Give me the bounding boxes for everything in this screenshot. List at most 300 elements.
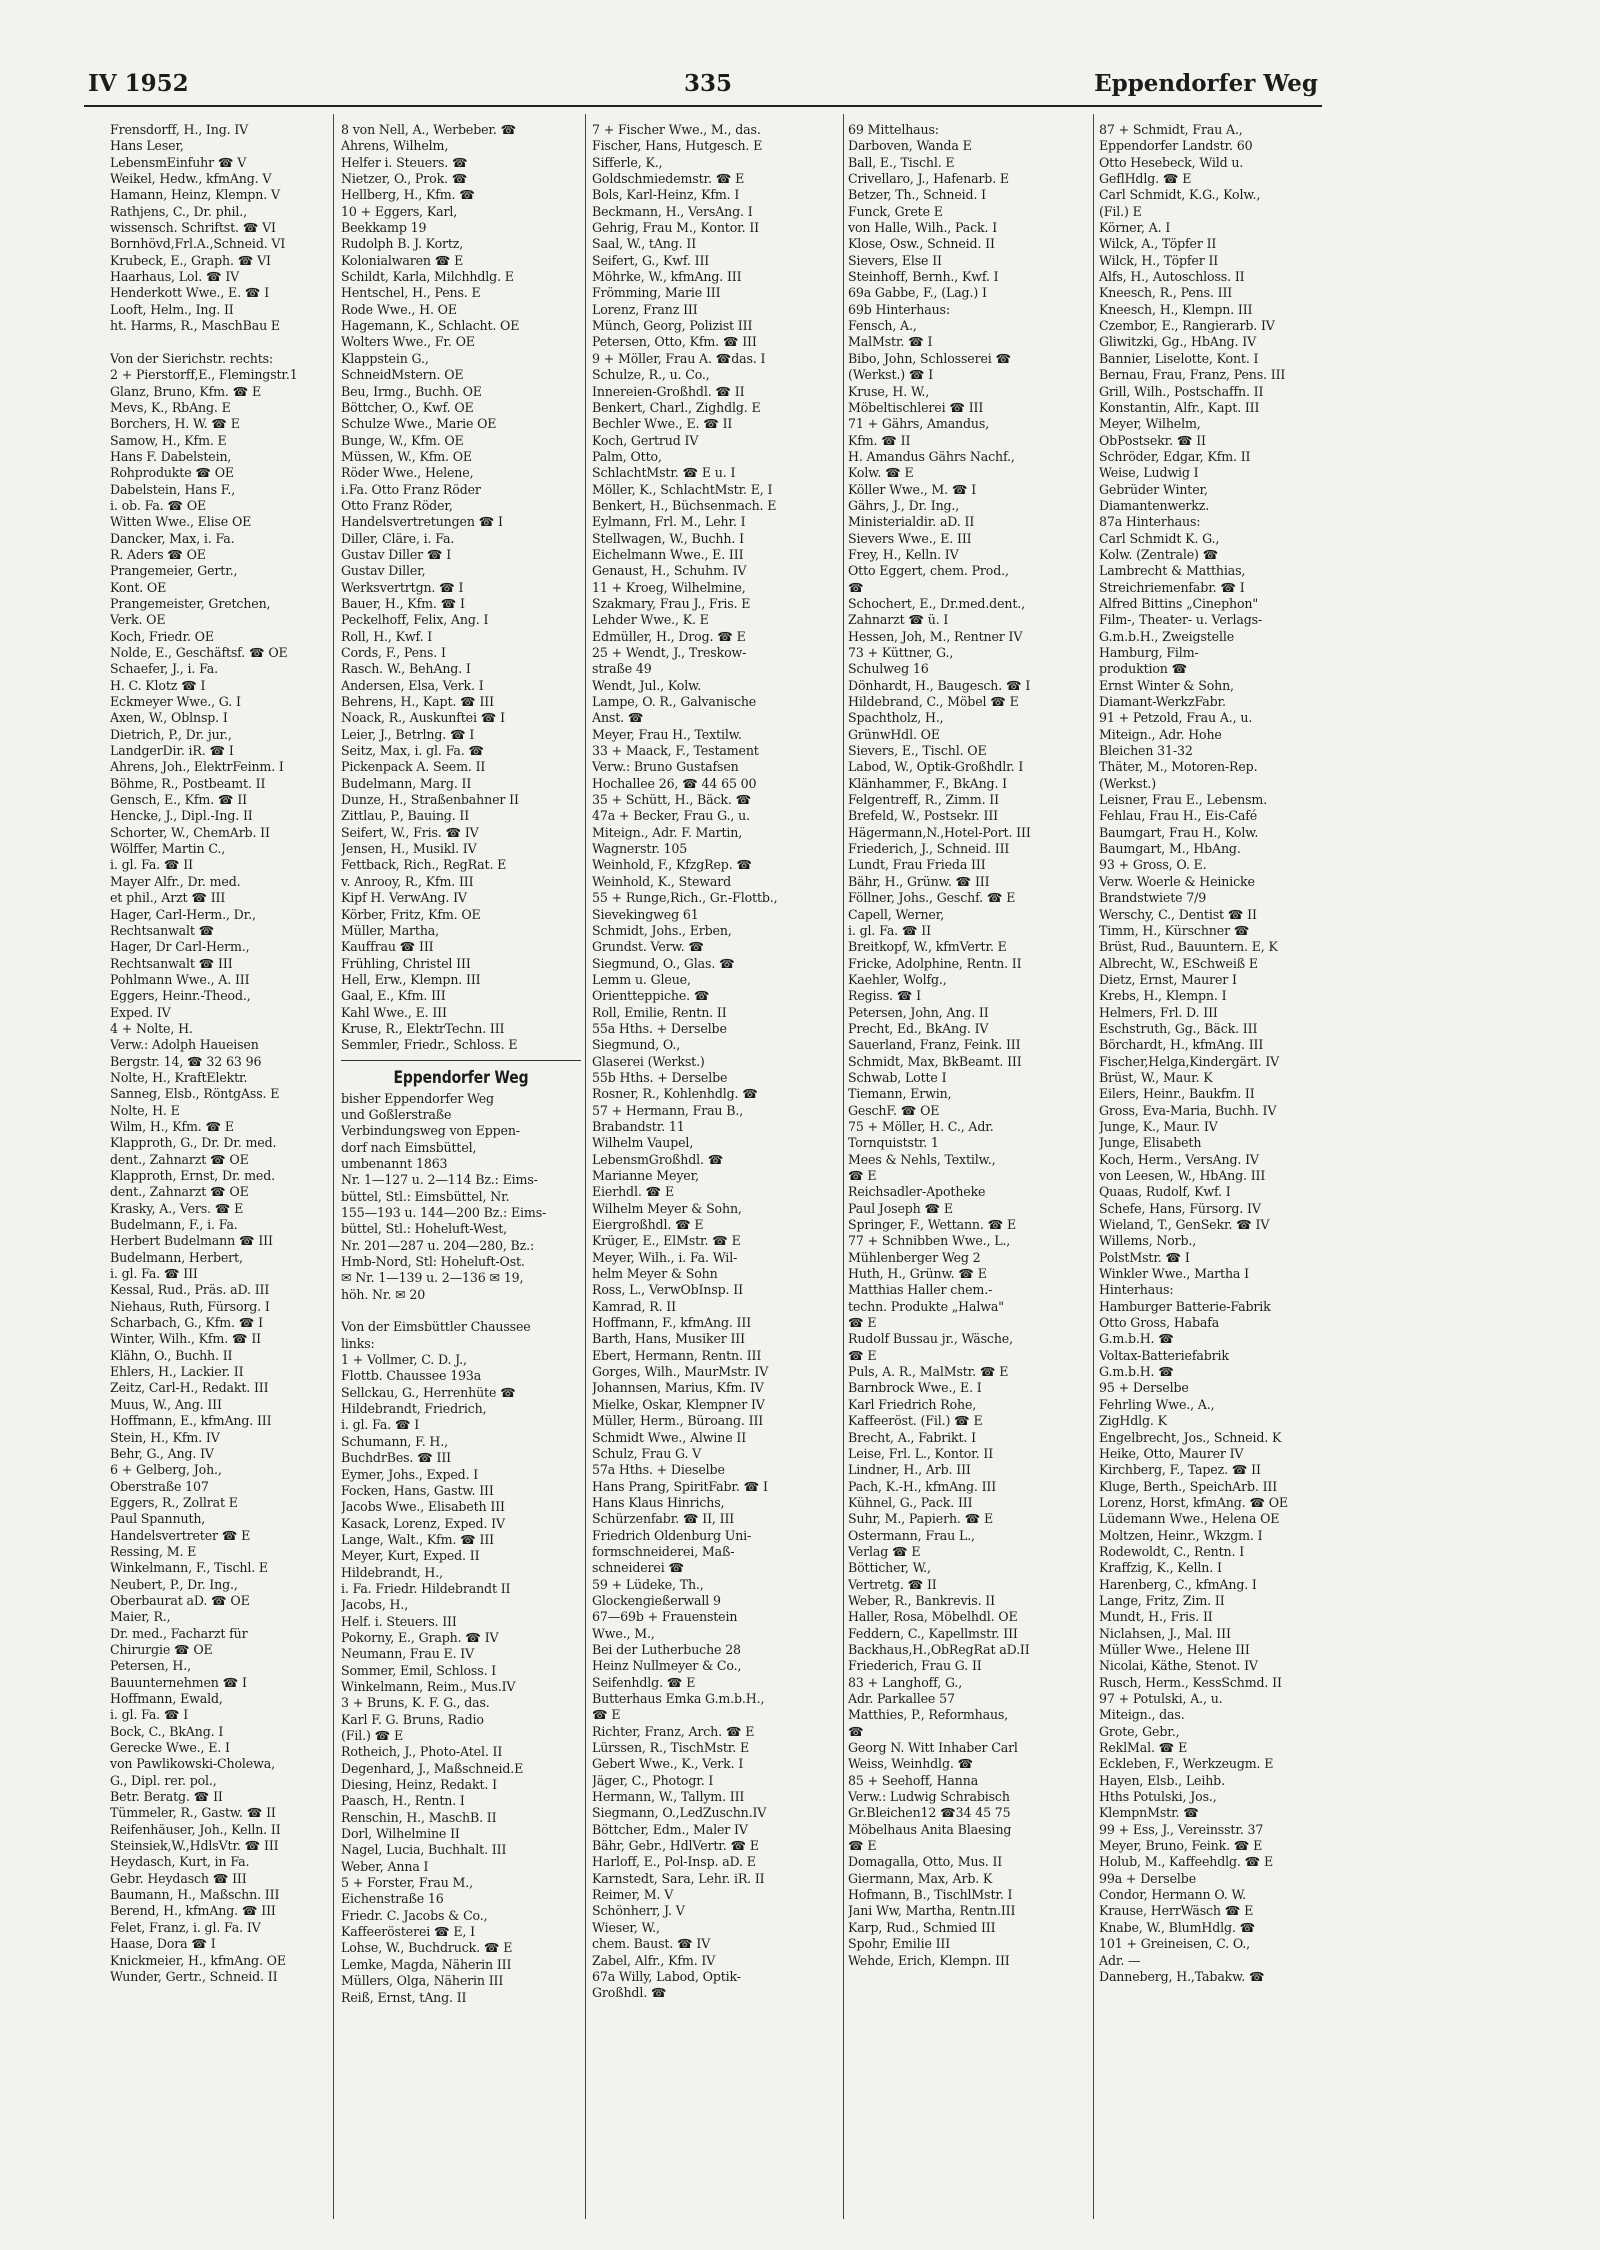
directory-entry: Ebert, Hermann, Rentn. III xyxy=(592,1347,762,1363)
directory-entry: Schorter, W., ChemArb. II xyxy=(110,824,270,840)
page-header xyxy=(84,60,1322,110)
directory-entry: Barth, Hans, Musiker III xyxy=(592,1331,745,1347)
directory-entry: von Leesen, W., HbAng. III xyxy=(1099,1168,1266,1183)
directory-entry: Kolw. (Zentrale) ☎ xyxy=(1099,546,1219,562)
directory-entry: 25 + Wendt, J., Treskow- xyxy=(592,645,747,660)
directory-entry: Klänhammer, F., BkAng. I xyxy=(848,775,1007,791)
directory-entry: Lemke, Magda, Näherin III xyxy=(341,1956,512,1972)
directory-entry: 67—69b + Frauenstein xyxy=(592,1609,738,1625)
directory-entry: ht. Harms, R., MaschBau E xyxy=(110,318,280,334)
directory-entry: i. gl. Fa. ☎ III xyxy=(110,1266,198,1282)
directory-entry: Eichenstraße 16 xyxy=(341,1891,444,1907)
directory-entry: Jacobs, H., xyxy=(341,1597,409,1613)
directory-entry: Feddern, C., Kapellmstr. III xyxy=(848,1625,1018,1641)
directory-entry: Budelmann, F., i. Fa. xyxy=(110,1217,238,1233)
directory-entry: Weise, Ludwig I xyxy=(1099,465,1199,481)
directory-entry: Budelmann, Herbert, xyxy=(110,1249,243,1265)
directory-entry: Münch, Georg, Polizist III xyxy=(592,318,753,334)
directory-entry: Bauunternehmen ☎ I xyxy=(110,1674,247,1690)
directory-entry: Ball, E., Tischl. E xyxy=(848,154,955,170)
directory-entry: Crivellaro, J., Hafenarb. E xyxy=(848,171,1009,187)
directory-entry: Behrens, H., Kapt. ☎ III xyxy=(341,694,494,710)
directory-entry: Harloff, E., Pol-Insp. aD. E xyxy=(592,1854,756,1870)
directory-entry: Kneesch, H., Klempn. III xyxy=(1099,301,1253,317)
directory-entry: Dietz, Ernst, Maurer I xyxy=(1099,971,1237,987)
header-rule xyxy=(84,105,1322,107)
directory-entry: Degenhard, J., Maßschneid.E xyxy=(341,1760,524,1776)
directory-entry: Oberbaurat aD. ☎ OE xyxy=(110,1592,250,1608)
directory-entry: Neubert, P., Dr. Ing., xyxy=(110,1576,238,1592)
directory-entry: links: xyxy=(341,1335,375,1351)
directory-entry: Capell, Werner, xyxy=(848,906,945,922)
directory-entry: Lange, Fritz, Zim. II xyxy=(1099,1592,1225,1608)
directory-entry: H. C. Klotz ☎ I xyxy=(110,677,206,693)
directory-entry: Behr, G., Ang. IV xyxy=(110,1445,214,1461)
directory-entry: Helfer i. Steuers. ☎ xyxy=(341,154,468,170)
directory-entry: Jäger, C., Photogr. I xyxy=(592,1772,714,1788)
directory-entry: Handelsvertreter ☎ E xyxy=(110,1527,251,1543)
directory-entry: produktion ☎ xyxy=(1099,661,1188,677)
directory-entry: Bols, Karl-Heinz, Kfm. I xyxy=(592,187,740,203)
directory-entry: Petersen, Otto, Kfm. ☎ III xyxy=(592,334,757,350)
directory-entry: GeflHdlg. ☎ E xyxy=(1099,171,1192,187)
directory-entry: 87 + Schmidt, Frau A., xyxy=(1099,122,1243,137)
directory-entry: Matthias Haller chem.- xyxy=(848,1282,993,1298)
directory-entry: Nicolai, Käthe, Stenot. IV xyxy=(1099,1658,1258,1674)
directory-entry: Kfm. ☎ II xyxy=(848,432,911,448)
directory-entry: Rechtsanwalt ☎ III xyxy=(110,955,233,971)
directory-entry: Semmler, Friedr., Schloss. E xyxy=(341,1037,518,1053)
directory-entry: Winter, Wilh., Kfm. ☎ II xyxy=(110,1331,261,1347)
directory-entry: Wilhelm Vaupel, xyxy=(592,1135,694,1151)
directory-entry: Gross, Eva-Maria, Buchh. IV xyxy=(1099,1102,1277,1118)
directory-entry: 9 + Möller, Frau A. ☎das. I xyxy=(592,350,766,366)
directory-entry: Müller Wwe., Helene III xyxy=(1099,1641,1250,1657)
directory-entry: 55b Hths. + Derselbe xyxy=(592,1069,728,1085)
directory-entry: Prangemeister, Gretchen, xyxy=(110,595,271,611)
directory-entry: i. Fa. Friedr. Hildebrandt II xyxy=(341,1580,511,1596)
directory-entry: 4 + Nolte, H. xyxy=(110,1020,193,1036)
directory-entry: Nietzer, O., Prok. ☎ xyxy=(341,171,468,187)
directory-entry: (Fil.) ☎ E xyxy=(341,1728,404,1743)
directory-entry: Ministerialdir. aD. II xyxy=(848,514,975,530)
directory-entry: Hildebrandt, Friedrich, xyxy=(341,1401,487,1417)
directory-entry: Knickmeier, H., kfmAng. OE xyxy=(110,1952,286,1968)
directory-entry: Schulz, Frau G. V xyxy=(592,1445,702,1461)
directory-entry: Dancker, Max, i. Fa. xyxy=(110,530,235,546)
directory-entry: Koch, Friedr. OE xyxy=(110,628,214,644)
directory-entry: Barnbrock Wwe., E. I xyxy=(848,1380,982,1396)
directory-entry: Bei der Lutherbuche 28 xyxy=(592,1641,741,1657)
directory-entry: G.m.b.H. ☎ xyxy=(1099,1364,1174,1380)
directory-entry: Hildebrandt, H., xyxy=(341,1564,443,1580)
directory-entry: Noack, R., Auskunftei ☎ I xyxy=(341,710,505,726)
directory-entry: Schmidt, Johs., Erben, xyxy=(592,922,732,938)
directory-entry: Glanz, Bruno, Kfm. ☎ E xyxy=(110,383,262,399)
directory-entry: Baumgart, M., HbAng. xyxy=(1099,841,1241,857)
directory-entry: 69 Mittelhaus: xyxy=(848,122,939,137)
directory-entry: Johannsen, Marius, Kfm. IV xyxy=(592,1380,764,1396)
directory-entry: Leise, Frl. L., Kontor. II xyxy=(848,1445,994,1461)
directory-entry: Diesing, Heinz, Redakt. I xyxy=(341,1777,497,1793)
directory-entry: Fettback, Rich., RegRat. E xyxy=(341,857,507,873)
directory-entry: et phil., Arzt ☎ III xyxy=(110,890,226,906)
street-section xyxy=(341,1060,581,2006)
directory-entry: Junge, K., Maur. IV xyxy=(1099,1118,1218,1134)
directory-entry: Klapproth, Ernst, Dr. med. xyxy=(110,1168,276,1183)
directory-entry: Carl Schmidt, K.G., Kolw., xyxy=(1099,187,1261,203)
directory-entry: Kamrad, R. II xyxy=(592,1298,676,1314)
directory-entry: Scharbach, G., Kfm. ☎ I xyxy=(110,1315,263,1331)
directory-entry: Nolde, E., Geschäftsf. ☎ OE xyxy=(110,645,288,660)
directory-entry: Chirurgie ☎ OE xyxy=(110,1641,213,1657)
directory-entry: Schmidt, Max, BkBeamt. III xyxy=(848,1053,1022,1069)
directory-entry: 59 + Lüdeke, Th., xyxy=(592,1576,704,1592)
directory-entry: Rusch, Herm., KessSchmd. II xyxy=(1099,1674,1282,1690)
directory-entry: Lorenz, Horst, kfmAng. ☎ OE xyxy=(1099,1494,1288,1510)
directory-entry: Reifenhäuser, Joh., Kelln. II xyxy=(110,1821,281,1837)
directory-entry: Rudolph B. J. Kortz, xyxy=(341,236,464,252)
directory-entry: Schwab, Lotte I xyxy=(848,1069,947,1085)
directory-entry: Sievers Wwe., E. III xyxy=(848,530,972,546)
directory-entry: i. gl. Fa. ☎ II xyxy=(110,857,193,873)
directory-entry: Meyer, Wilh., i. Fa. Wil- xyxy=(592,1249,738,1265)
directory-entry: LebensmGroßhdl. ☎ xyxy=(592,1151,724,1167)
directory-entry: Verw.: Bruno Gustafsen xyxy=(592,759,739,775)
directory-entry: 77 + Schnibben Wwe., L., xyxy=(848,1233,1011,1249)
directory-entry: Seifert, G., Kwf. III xyxy=(592,252,710,268)
directory-entry: 35 + Schütt, H., Bäck. ☎ xyxy=(592,792,752,808)
directory-entry: i.Fa. Otto Franz Röder xyxy=(341,481,481,497)
directory-entry: Knabe, W., BlumHdlg. ☎ xyxy=(1099,1919,1256,1935)
directory-entry: Kluge, Berth., SpeichArb. III xyxy=(1099,1478,1278,1494)
directory-entry: Krüger, E., ElMstr. ☎ E xyxy=(592,1233,741,1249)
directory-entry: Hofmann, B., TischlMstr. I xyxy=(848,1887,1013,1903)
directory-entry: Klapproth, G., Dr. Dr. med. xyxy=(110,1135,277,1151)
directory-entry: Looft, Helm., Ing. II xyxy=(110,301,234,317)
directory-entry: Wölffer, Martin C., xyxy=(110,841,226,857)
directory-entry: Koch, Herm., VersAng. IV xyxy=(1099,1151,1259,1167)
directory-entry: Witten Wwe., Elise OE xyxy=(110,514,252,530)
directory-entry xyxy=(341,1303,581,1319)
directory-entry: Gebert Wwe., K., Verk. I xyxy=(592,1756,744,1772)
directory-entry: Gebr. Heydasch ☎ III xyxy=(110,1870,247,1886)
directory-entry: Glaserei (Werkst.) xyxy=(592,1053,705,1069)
directory-entry: Eggers, R., Zollrat E xyxy=(110,1494,238,1510)
directory-entry: Sanneg, Elsb., RöntgAss. E xyxy=(110,1086,280,1102)
directory-entry: Kauffrau ☎ III xyxy=(341,939,434,955)
directory-entry: Film-, Theater- u. Verlags- xyxy=(1099,612,1263,628)
directory-entry: Sifferle, K., xyxy=(592,154,663,170)
directory-entry: Eilers, Heinr., Baukfm. II xyxy=(1099,1086,1255,1102)
directory-entry: Lundt, Frau Frieda III xyxy=(848,857,986,873)
directory-entry: Gaal, E., Kfm. III xyxy=(341,988,446,1004)
directory-entry: Saal, W., tAng. II xyxy=(592,236,697,252)
directory-entry: ☎ E xyxy=(848,1168,877,1183)
directory-entry: Genaust, H., Schuhm. IV xyxy=(592,563,747,579)
directory-entry: Hamburger Batterie-Fabrik xyxy=(1099,1298,1271,1314)
directory-entry: Wolters Wwe., Fr. OE xyxy=(341,334,475,350)
directory-entry: Winkelmann, F., Tischl. E xyxy=(110,1560,268,1576)
directory-entry: Rodewoldt, C., Rentn. I xyxy=(1099,1543,1245,1559)
directory-entry: Weiss, Weinhdlg. ☎ xyxy=(848,1756,974,1772)
directory-entry: Körner, A. I xyxy=(1099,220,1171,236)
directory-entry: Ross, L., VerwObInsp. II xyxy=(592,1282,743,1298)
directory-entry: Wieser, W., xyxy=(592,1919,660,1935)
directory-entry: schneiderei ☎ xyxy=(592,1560,684,1576)
header-left: IV 1952 xyxy=(88,70,189,97)
directory-entry: Klappstein G., xyxy=(341,350,429,366)
directory-entry: Suhr, M., Papierh. ☎ E xyxy=(848,1511,994,1527)
directory-entry: helm Meyer & Sohn xyxy=(592,1266,718,1282)
directory-entry: Krasky, A., Vers. ☎ E xyxy=(110,1200,244,1216)
directory-entry: Nr. 1—127 u. 2—114 Bz.: Eims- xyxy=(341,1172,538,1188)
directory-entry: Kahl Wwe., E. III xyxy=(341,1004,447,1020)
directory-entry: Jani Ww, Martha, Rentn.III xyxy=(848,1903,1016,1919)
directory-entry: Gährs, J., Dr. Ing., xyxy=(848,497,960,513)
directory-entry: Rosner, R., Kohlenhdlg. ☎ xyxy=(592,1086,758,1102)
directory-entry: Hamburg, Film- xyxy=(1099,645,1199,660)
directory-entry: Heike, Otto, Maurer IV xyxy=(1099,1445,1244,1461)
directory-entry: Fehlau, Frau H., Eis-Café xyxy=(1099,808,1258,824)
directory-entry: Baumann, H., Maßschn. III xyxy=(110,1887,280,1903)
directory-entry: Verw.: Ludwig Schrabisch xyxy=(848,1789,1010,1805)
directory-entry: 93 + Gross, O. E. xyxy=(1099,857,1207,873)
directory-entry: Adr. — xyxy=(1099,1952,1141,1968)
directory-entry: Benkert, Charl., Zighdlg. E xyxy=(592,399,761,415)
directory-entry: Baumgart, Frau H., Kolw. xyxy=(1099,824,1259,840)
directory-entry: Böttcher, Edm., Maler IV xyxy=(592,1821,748,1837)
directory-entry: 7 + Fischer Wwe., M., das. xyxy=(592,122,761,137)
directory-entry: Hermann, W., Tallym. III xyxy=(592,1789,745,1805)
directory-entry: Grundst. Verw. ☎ xyxy=(592,939,704,955)
directory-entry: Kneesch, R., Pens. III xyxy=(1099,285,1233,301)
directory-entry: bisher Eppendorfer Weg xyxy=(341,1090,494,1106)
directory-entry: Kessal, Rud., Präs. aD. III xyxy=(110,1282,270,1298)
directory-entry: Otto Gross, Habafa xyxy=(1099,1315,1220,1331)
directory-entry: Steinsiek,W.,HdlsVtr. ☎ III xyxy=(110,1838,279,1854)
directory-entry: Miteign., das. xyxy=(1099,1707,1185,1723)
directory-entry: Kont. OE xyxy=(110,579,167,595)
directory-entry: i. ob. Fa. ☎ OE xyxy=(110,497,207,513)
directory-entry: Miteign., Adr. Hohe xyxy=(1099,726,1222,742)
directory-entry: Zeitz, Carl-H., Redakt. III xyxy=(110,1380,269,1396)
directory-entry: von Pawlikowski-Cholewa, xyxy=(110,1756,275,1772)
directory-entry: Rechtsanwalt ☎ xyxy=(110,922,215,938)
directory-entry: R. Aders ☎ OE xyxy=(110,546,206,562)
directory-entry: Möller, K., SchlachtMstr. E, I xyxy=(592,481,773,497)
directory-entry: Voltax-Batteriefabrik xyxy=(1099,1347,1229,1363)
directory-entry: Helmers, Frl. D. III xyxy=(1099,1004,1218,1020)
directory-entry: 69b Hinterhaus: xyxy=(848,301,950,317)
directory-entry: Hayen, Elsb., Leihb. xyxy=(1099,1772,1225,1788)
directory-entry: Fehrling Wwe., A., xyxy=(1099,1396,1215,1412)
directory-entry: Maier, R., xyxy=(110,1609,171,1625)
directory-entry: Bock, C., BkAng. I xyxy=(110,1723,224,1739)
directory-entry: MalMstr. ☎ I xyxy=(848,334,933,350)
directory-entry: Gehrig, Frau M., Kontor. II xyxy=(592,220,759,236)
directory-entry: Palm, Otto, xyxy=(592,448,662,464)
directory-entry: BuchdrBes. ☎ III xyxy=(341,1450,452,1466)
directory-entry: chem. Baust. ☎ IV xyxy=(592,1936,711,1952)
directory-entry: Berend, H., kfmAng. ☎ III xyxy=(110,1903,276,1919)
directory-entry: Pickenpack A. Seem. II xyxy=(341,759,486,775)
directory-entry: Möbeltischlerei ☎ III xyxy=(848,399,984,415)
directory-entry: Werschy, C., Dentist ☎ II xyxy=(1099,906,1257,922)
directory-entry: Hoffmann, E., kfmAng. III xyxy=(110,1413,272,1429)
directory-entry: ObPostsekr. ☎ II xyxy=(1099,432,1206,448)
directory-entry: Beckmann, H., VersAng. I xyxy=(592,203,753,219)
directory-entry: ZigHdlg. K xyxy=(1099,1413,1167,1429)
directory-entry: (Werkst.) ☎ I xyxy=(848,367,934,383)
column-divider xyxy=(333,114,334,2219)
directory-entry: Mundt, H., Fris. II xyxy=(1099,1609,1213,1625)
directory-entry: Hamann, Heinz, Klempn. V xyxy=(110,187,280,203)
directory-entry: G., Dipl. rer. pol., xyxy=(110,1772,217,1788)
directory-entry: Friedr. C. Jacobs & Co., xyxy=(341,1907,488,1923)
directory-entry: Carl Schmidt K. G., xyxy=(1099,530,1220,546)
directory-entry: Eiergroßhdl. ☎ E xyxy=(592,1217,704,1233)
directory-entry: Leier, J., Betrlng. ☎ I xyxy=(341,726,475,742)
directory-entry: Sauerland, Franz, Feink. III xyxy=(848,1037,1021,1053)
directory-entry: Bergstr. 14, ☎ 32 63 96 xyxy=(110,1053,262,1069)
directory-entry: Felet, Franz, i. gl. Fa. IV xyxy=(110,1919,261,1935)
directory-entry: techn. Produkte „Halwa" xyxy=(848,1298,1004,1314)
directory-entry: Meyer, Kurt, Exped. II xyxy=(341,1548,480,1564)
directory-entry: Lambrecht & Matthias, xyxy=(1099,563,1246,579)
directory-entry: straße 49 xyxy=(592,661,652,677)
directory-entry: GrünwHdl. OE xyxy=(848,726,940,742)
directory-entry: Rathjens, C., Dr. phil., xyxy=(110,203,247,219)
directory-entry: Tümmeler, R., Gastw. ☎ II xyxy=(110,1805,276,1821)
directory-entry: Meyer, Wilhelm, xyxy=(1099,416,1201,432)
directory-entry: Müller, Martha, xyxy=(341,922,440,938)
column-divider xyxy=(843,114,844,2219)
directory-entry: Tornquiststr. 1 xyxy=(848,1135,939,1151)
directory-entry: Condor, Hermann O. W. xyxy=(1099,1887,1246,1903)
directory-entry: Von der Sierichstr. rechts: xyxy=(110,350,274,366)
directory-entry: Betzer, Th., Schneid. I xyxy=(848,187,986,203)
directory-entry: Dorl, Wilhelmine II xyxy=(341,1826,460,1842)
directory-entry: Benkert, H., Büchsenmach. E xyxy=(592,497,777,513)
directory-entry: Hagemann, K., Schlacht. OE xyxy=(341,318,520,334)
directory-entry: Jensen, H., Musikl. IV xyxy=(341,841,477,857)
directory-entry: Kasack, Lorenz, Exped. IV xyxy=(341,1515,505,1531)
directory-entry: ReklMal. ☎ E xyxy=(1099,1740,1188,1756)
directory-entry: Winkler Wwe., Martha I xyxy=(1099,1266,1249,1282)
directory-entry: Paasch, H., Rentn. I xyxy=(341,1793,465,1809)
directory-entry: Matthies, P., Reformhaus, xyxy=(848,1707,1009,1723)
directory-entry: H. Amandus Gährs Nachf., xyxy=(848,448,1015,464)
directory-entry: Hans Prang, SpiritFabr. ☎ I xyxy=(592,1478,768,1494)
directory-entry: Pokorny, E., Graph. ☎ IV xyxy=(341,1629,499,1645)
directory-entry: i. gl. Fa. ☎ I xyxy=(110,1707,189,1723)
directory-entry: Peckelhoff, Felix, Ang. I xyxy=(341,612,489,628)
directory-entry: Hths Potulski, Jos., xyxy=(1099,1789,1217,1805)
directory-entry: Hans Klaus Hinrichs, xyxy=(592,1494,725,1510)
directory-entry: Brefeld, W., Postsekr. III xyxy=(848,808,998,824)
directory-entry: Beekkamp 19 xyxy=(341,220,427,236)
directory-entry: Bleichen 31-32 xyxy=(1099,743,1193,759)
directory-entry: Mielke, Oskar, Klempner IV xyxy=(592,1396,765,1412)
directory-entry: Mevs, K., RbAng. E xyxy=(110,399,231,415)
directory-entry: Schröder, Edgar, Kfm. II xyxy=(1099,448,1251,464)
directory-entry: Mees & Nehls, Textilw., xyxy=(848,1151,996,1167)
directory-entry: Hencke, J., Dipl.-Ing. II xyxy=(110,808,253,824)
directory-entry: Schaefer, J., i. Fa. xyxy=(110,661,219,677)
directory-entry: Bötticher, W., xyxy=(848,1560,931,1576)
directory-entry: 3 + Bruns, K. F. G., das. xyxy=(341,1695,490,1711)
directory-entry: Müller, Herm., Büroang. III xyxy=(592,1413,764,1429)
directory-entry: Seifert, W., Fris. ☎ IV xyxy=(341,824,479,840)
directory-entry: Bähr, Gebr., HdlVertr. ☎ E xyxy=(592,1838,759,1854)
directory-entry: Goldschmiedemstr. ☎ E xyxy=(592,171,745,187)
directory-entry: SchlachtMstr. ☎ E u. I xyxy=(592,465,736,481)
directory-entry: Ostermann, Frau L., xyxy=(848,1527,975,1543)
directory-entry: Fischer, Hans, Hutgesch. E xyxy=(592,138,763,154)
directory-entry: Rode Wwe., H. OE xyxy=(341,301,457,317)
directory-entry: Börchardt, H., kfmAng. III xyxy=(1099,1037,1264,1053)
directory-entry: Roll, H., Kwf. I xyxy=(341,628,433,644)
directory-entry: Ehlers, H., Lackier. II xyxy=(110,1364,244,1380)
directory-entry: Hentschel, H., Pens. E xyxy=(341,285,481,301)
directory-entry: Nagel, Lucia, Buchhalt. III xyxy=(341,1842,507,1858)
directory-entry: Tiemann, Erwin, xyxy=(848,1086,952,1102)
directory-entry: G.m.b.H., Zweigstelle xyxy=(1099,628,1235,644)
directory-entry: Sievers, Else II xyxy=(848,252,942,268)
directory-entry: Von der Eimsbüttler Chaussee xyxy=(341,1319,531,1335)
directory-entry: Marianne Meyer, xyxy=(592,1168,699,1183)
directory-entry: Paul Spannuth, xyxy=(110,1511,206,1527)
directory-entry: 10 + Eggers, Karl, xyxy=(341,203,458,219)
directory-entry: Exped. IV xyxy=(110,1004,171,1020)
directory-entry: Siegmann, O.,LedZuschn.IV xyxy=(592,1805,767,1821)
directory-entry: Gliwitzki, Gg., HbAng. IV xyxy=(1099,334,1257,350)
column-2-entries xyxy=(341,122,581,1054)
directory-entry: 69a Gabbe, F., (Lag.) I xyxy=(848,285,987,301)
directory-entry: Eggers, Heinr.-Theod., xyxy=(110,988,251,1004)
directory-entry: Spachtholz, H., xyxy=(848,710,944,726)
directory-entry: Precht, Ed., BkAng. IV xyxy=(848,1020,989,1036)
directory-entry: Dr. med., Facharzt für xyxy=(110,1625,248,1641)
directory-entry: ☎ E xyxy=(848,1347,877,1363)
directory-entry: Eppendorfer Landstr. 60 xyxy=(1099,138,1253,154)
directory-entry: 87a Hinterhaus: xyxy=(1099,514,1201,530)
directory-entry: 97 + Potulski, A., u. xyxy=(1099,1691,1223,1706)
street-section-entries xyxy=(341,1091,581,2006)
directory-entry: Meyer, Frau H., Textilw. xyxy=(592,726,742,742)
directory-entry: Handelsvertretungen ☎ I xyxy=(341,514,503,530)
directory-entry: Siegmund, O., xyxy=(592,1037,681,1053)
directory-entry: SchneidMstern. OE xyxy=(341,367,464,383)
directory-entry: ☎ xyxy=(848,1723,864,1739)
directory-entry: 99a + Derselbe xyxy=(1099,1870,1197,1886)
directory-entry: Weinhold, K., Steward xyxy=(592,873,732,889)
directory-entry: GeschF. ☎ OE xyxy=(848,1102,940,1118)
directory-entry: Weber, R., Bankrevis. II xyxy=(848,1592,995,1608)
directory-entry: Andersen, Elsa, Verk. I xyxy=(341,677,484,693)
directory-entry: Schefe, Hans, Fürsorg. IV xyxy=(1099,1200,1261,1216)
directory-entry: Niehaus, Ruth, Fürsorg. I xyxy=(110,1298,270,1314)
column-5 xyxy=(1099,122,1335,2212)
directory-entry: Stein, H., Kfm. IV xyxy=(110,1429,220,1445)
directory-entry: 6 + Gelberg, Joh., xyxy=(110,1462,222,1478)
directory-entry: Roll, Emilie, Rentn. II xyxy=(592,1004,727,1020)
directory-entry: Wilhelm Meyer & Sohn, xyxy=(592,1200,742,1216)
directory-entry xyxy=(110,334,328,350)
directory-entry: Lange, Walt., Kfm. ☎ III xyxy=(341,1531,494,1547)
directory-entry: Nolte, H., KraftElektr. xyxy=(110,1069,248,1085)
